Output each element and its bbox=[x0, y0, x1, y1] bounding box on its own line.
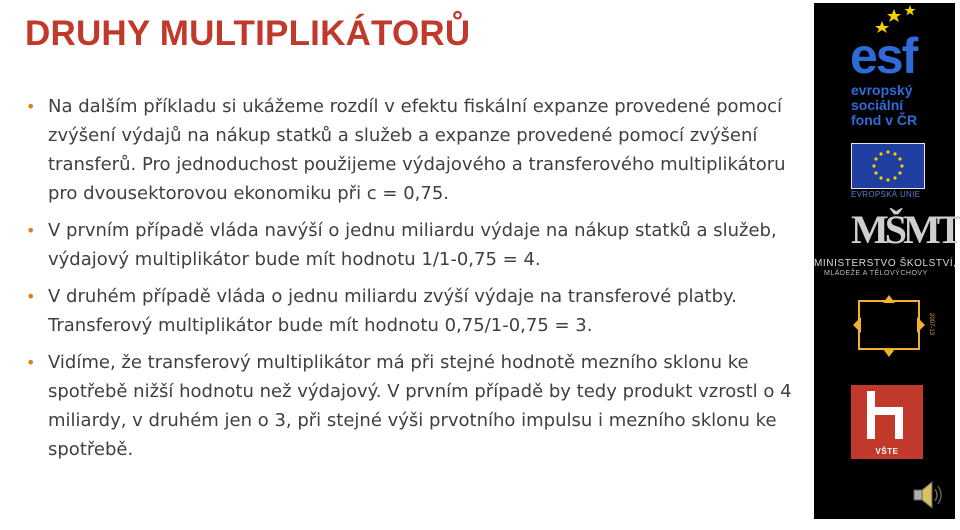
esf-subtitle bbox=[851, 83, 917, 128]
logo-sidebar bbox=[814, 3, 960, 519]
op-logo-icon bbox=[851, 295, 931, 357]
list-item bbox=[26, 92, 806, 208]
msmt-line-2: MLÁDEŽE A TĚLOVÝCHOVY bbox=[824, 270, 928, 277]
bullet-text: V druhém případě vláda o jednu miliardu zvýší výdaje na transferové platby. Transferový multiplikátor bude mít hodnotu 0,75/1-0,75 = 3. bbox=[48, 286, 737, 336]
list-item bbox=[26, 282, 806, 340]
esf-logo: esf bbox=[850, 28, 917, 84]
msmt-line-1: MINISTERSTVO ŠKOLSTVÍ, bbox=[814, 258, 957, 269]
bullet-dot-icon: • bbox=[26, 287, 36, 306]
bullet-text: Vidíme, že transferový multiplikátor má při stejné hodnotě mezního sklonu ke spotřebě nižší hodnotu než výdajový. V prvním případě by tedy produkt vzrostl o 4 miliardy, v druhém jen o 3, při stejné výši prvotního impulsu i mezního sklonu ke spotřebě. bbox=[48, 352, 792, 460]
bullet-list bbox=[26, 92, 806, 472]
bullet-dot-icon: • bbox=[26, 97, 36, 116]
bullet-text: Na dalším příkladu si ukážeme rozdíl v efektu fiskální expanze provedené pomocí zvýšení výdajů na nákup statků a služeb a expanze provedené pomocí zvýšení transferů. Pro jednoduchost použijeme výdajového a transferového multiplikátoru pro dvousektorovou ekonomiku při c = 0,75. bbox=[48, 96, 786, 204]
speaker-icon[interactable] bbox=[910, 478, 944, 512]
esf-line-3: fond v ČR bbox=[851, 112, 918, 128]
msmt-logo: MŠMT bbox=[851, 207, 960, 252]
op-year-label: 2007-13 bbox=[928, 312, 935, 336]
bullet-dot-icon: • bbox=[26, 353, 36, 372]
list-item bbox=[26, 348, 806, 464]
list-item bbox=[26, 216, 806, 274]
bullet-text: V prvním případě vláda navýší o jednu miliardu výdaje na nákup statků a služeb, výdajový multiplikátor bude mít hodnotu 1/1-0,75 = 4. bbox=[48, 220, 777, 270]
vste-label: VŠTE bbox=[875, 447, 899, 456]
esf-line-1: evropský bbox=[851, 82, 913, 98]
bullet-dot-icon: • bbox=[26, 221, 36, 240]
eu-label: EVROPSKÁ UNIE bbox=[851, 190, 921, 199]
eu-flag-icon bbox=[851, 143, 925, 189]
vste-logo bbox=[851, 385, 923, 459]
slide-title: DRUHY MULTIPLIKÁTORŮ bbox=[25, 14, 471, 53]
esf-line-2: sociální bbox=[851, 97, 904, 113]
vste-mark-icon bbox=[851, 385, 923, 445]
